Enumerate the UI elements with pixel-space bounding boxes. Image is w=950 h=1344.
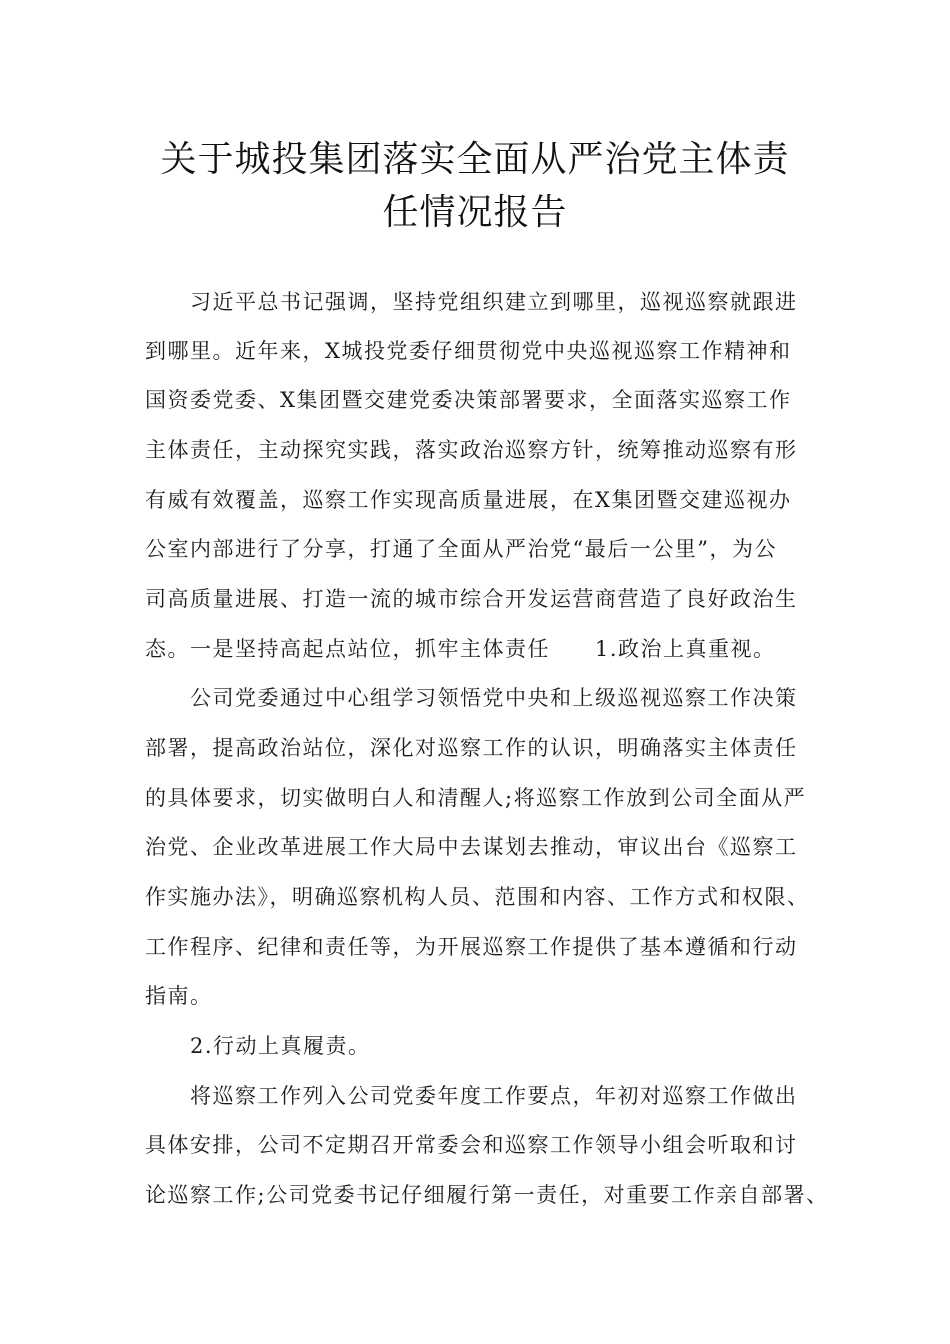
body-line-13: 作实施办法》，明确巡察机构人员、范围和内容、工作方式和权限、 xyxy=(145,885,810,909)
body-line-19: 论巡察工作;公司党委书记仔细履行第一责任，对重要工作亲自部署、 xyxy=(145,1183,829,1207)
document-title-line-1: 关于城投集团落实全面从严治党主体责 xyxy=(160,139,790,180)
body-line-15: 指南。 xyxy=(145,984,213,1008)
body-line-1: 习近平总书记强调，坚持党组织建立到哪里，巡视巡察就跟进 xyxy=(145,290,798,314)
body-line-10: 部署，提高政治站位，深化对巡察工作的认识，明确落实主体责任 xyxy=(145,736,798,760)
body-line-2: 到哪里。近年来，X城投党委仔细贯彻党中央巡视巡察工作精神和 xyxy=(145,339,792,363)
body-line-7: 司高质量进展、打造一流的城市综合开发运营商营造了良好政治生 xyxy=(145,587,798,611)
body-line-4: 主体责任，主动探究实践，落实政治巡察方针，统筹推动巡察有形 xyxy=(145,438,798,462)
body-line-14: 工作程序、纪律和责任等，为开展巡察工作提供了基本遵循和行动 xyxy=(145,935,798,959)
document-title-line-2: 任情况报告 xyxy=(382,192,568,233)
body-line-5: 有威有效覆盖，巡察工作实现高质量进展，在X集团暨交建巡视办 xyxy=(145,488,792,512)
body-line-12: 治党、企业改革进展工作大局中去谋划去推动，审议出台《巡察工 xyxy=(145,835,798,859)
body-line-6: 公室内部进行了分享，打通了全面从严治党“最后一公里”，为公 xyxy=(145,537,777,561)
body-line-8: 态。一是坚持高起点站位，抓牢主体责任 1.政治上真重视。 xyxy=(145,637,776,661)
body-line-18: 具体安排，公司不定期召开常委会和巡察工作领导小组会听取和讨 xyxy=(145,1133,798,1157)
body-line-3: 国资委党委、X集团暨交建党委决策部署要求，全面落实巡察工作 xyxy=(145,388,792,412)
body-line-16: 2.行动上真履责。 xyxy=(145,1034,371,1058)
body-line-9: 公司党委通过中心组学习领悟党中央和上级巡视巡察工作决策 xyxy=(145,686,798,710)
body-line-11: 的具体要求，切实做明白人和清醒人;将巡察工作放到公司全面从严 xyxy=(145,786,807,810)
body-line-17: 将巡察工作列入公司党委年度工作要点，年初对巡察工作做出 xyxy=(145,1084,798,1108)
